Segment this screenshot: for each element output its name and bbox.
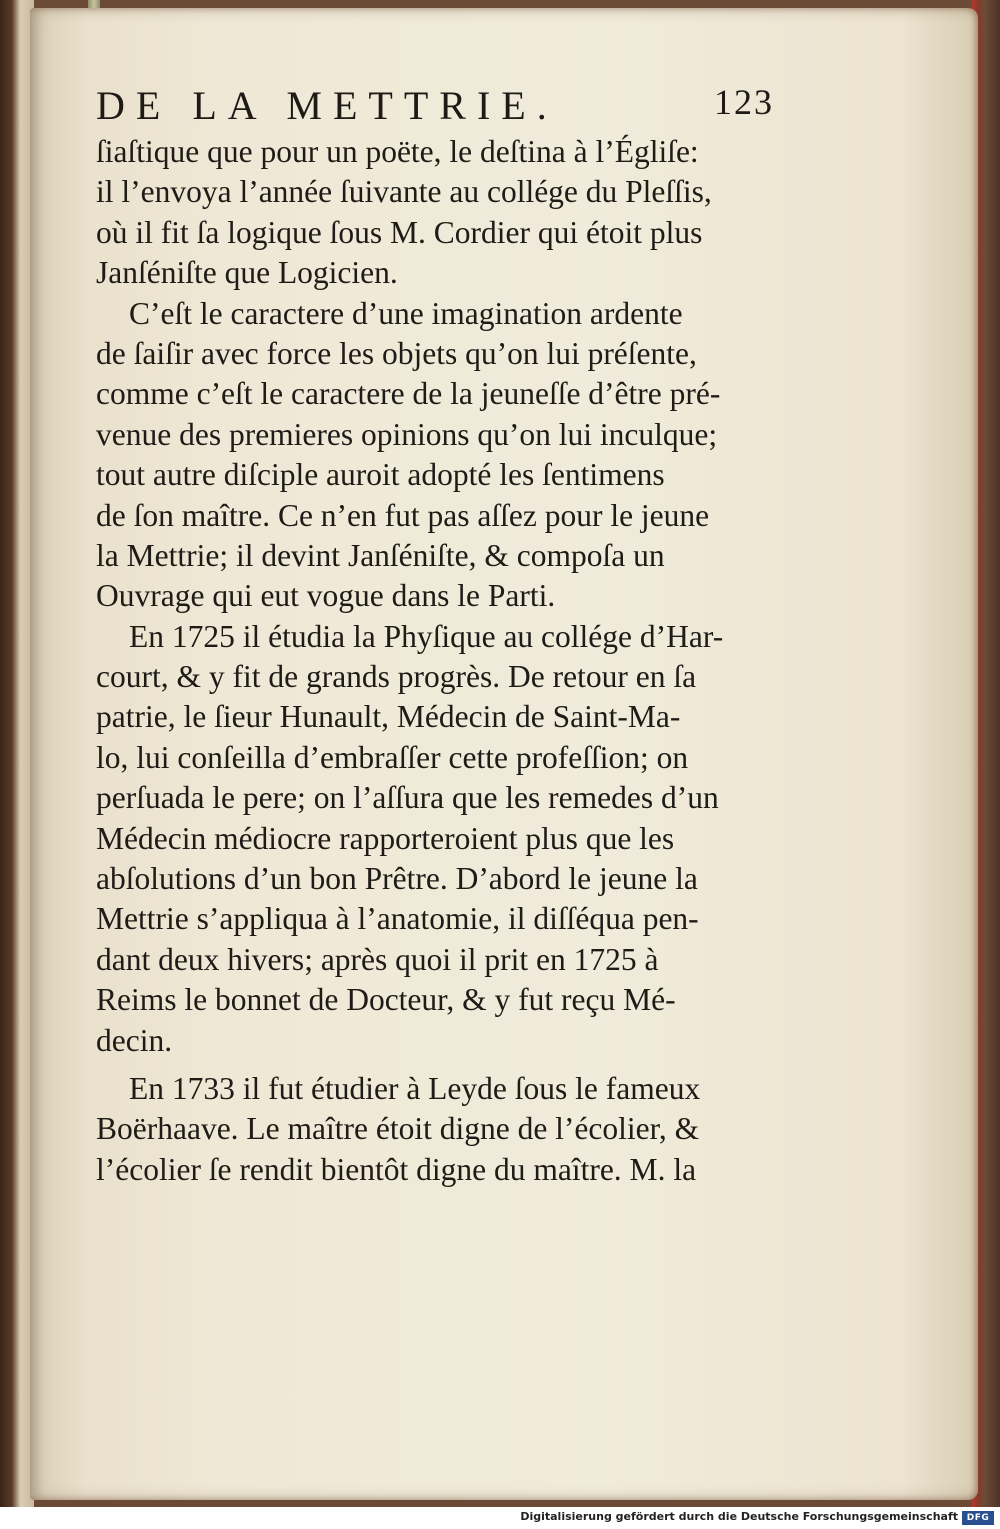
text-line: patrie, le ſieur Hunault, Médecin de Saint-Ma- (96, 699, 681, 735)
text-line: l’écolier ſe rendit bientôt digne du maître. M. la (96, 1151, 697, 1187)
text-line: Mettrie s’appliqua à l’anatomie, il diſſéqua pen- (96, 901, 699, 937)
digitization-footer (0, 1507, 1000, 1529)
text-line: En 1725 il étudia la Phyſique au collége d’Har- (129, 618, 724, 654)
text-line: comme c’eſt le caractere de la jeuneſſe d’être pré- (96, 376, 721, 412)
text-line: perſuada le pere; on l’aſſura que les remedes d’un (96, 780, 719, 816)
text-line: decin. (96, 1022, 173, 1058)
text-line: de ſon maître. Ce n’en fut pas aſſez pour le jeune (96, 497, 710, 533)
text-line: Ouvrage qui eut vogue dans le Parti. (96, 578, 556, 614)
text-line: Médecin médiocre rapporteroient plus que les (96, 820, 675, 856)
paragraph-gap (96, 1061, 816, 1069)
running-title: DE LA METTRIE. (96, 83, 558, 128)
text-line: court, & y fit de grands progrès. De retour en ſa (96, 659, 697, 695)
dfg-logo-icon: DFG (962, 1511, 994, 1525)
text-line: Reims le bonnet de Docteur, & y fut reçu Mé- (96, 982, 676, 1018)
text-line: ſiaſtique que pour un poëte, le deſtina à l’Égliſe: (96, 134, 699, 169)
text-line: Janſéniſte que Logicien. (96, 255, 398, 291)
text-line: En 1733 il fut étudier à Leyde ſous le fameux (129, 1070, 701, 1106)
text-line: Boërhaave. Le maître étoit digne de l’écolier, & (96, 1111, 700, 1147)
book-binding (0, 0, 34, 1507)
text-line: de ſaiſir avec force les objets qu’on lui préſente, (96, 335, 697, 371)
text-line: il l’envoya l’année ſuivante au collége du Pleſſis, (96, 174, 712, 210)
text-line: C’eſt le caractere d’une imagination ardente (129, 295, 683, 331)
text-line: où il fit ſa logique ſous M. Cordier qui étoit plus (96, 214, 703, 250)
funding-credit: Digitalisierung gefördert durch die Deutsche Forschungsgemeinschaft (520, 1510, 958, 1523)
text-line: tout autre diſciple auroit adopté les ſentimens (96, 457, 665, 493)
body-text (96, 132, 816, 1190)
text-line: dant deux hivers; après quoi il prit en 1725 à (96, 941, 659, 977)
text-line: abſolutions d’un bon Prêtre. D’abord le jeune la (96, 861, 698, 897)
text-line: la Mettrie; il devint Janſéniſte, & compoſa un (96, 537, 665, 573)
page-header (96, 82, 796, 132)
text-line: lo, lui conſeilla d’embraſſer cette profeſſion; on (96, 739, 689, 775)
page-number: 123 (714, 82, 774, 122)
text-line: venue des premieres opinions qu’on lui inculque; (96, 416, 718, 452)
